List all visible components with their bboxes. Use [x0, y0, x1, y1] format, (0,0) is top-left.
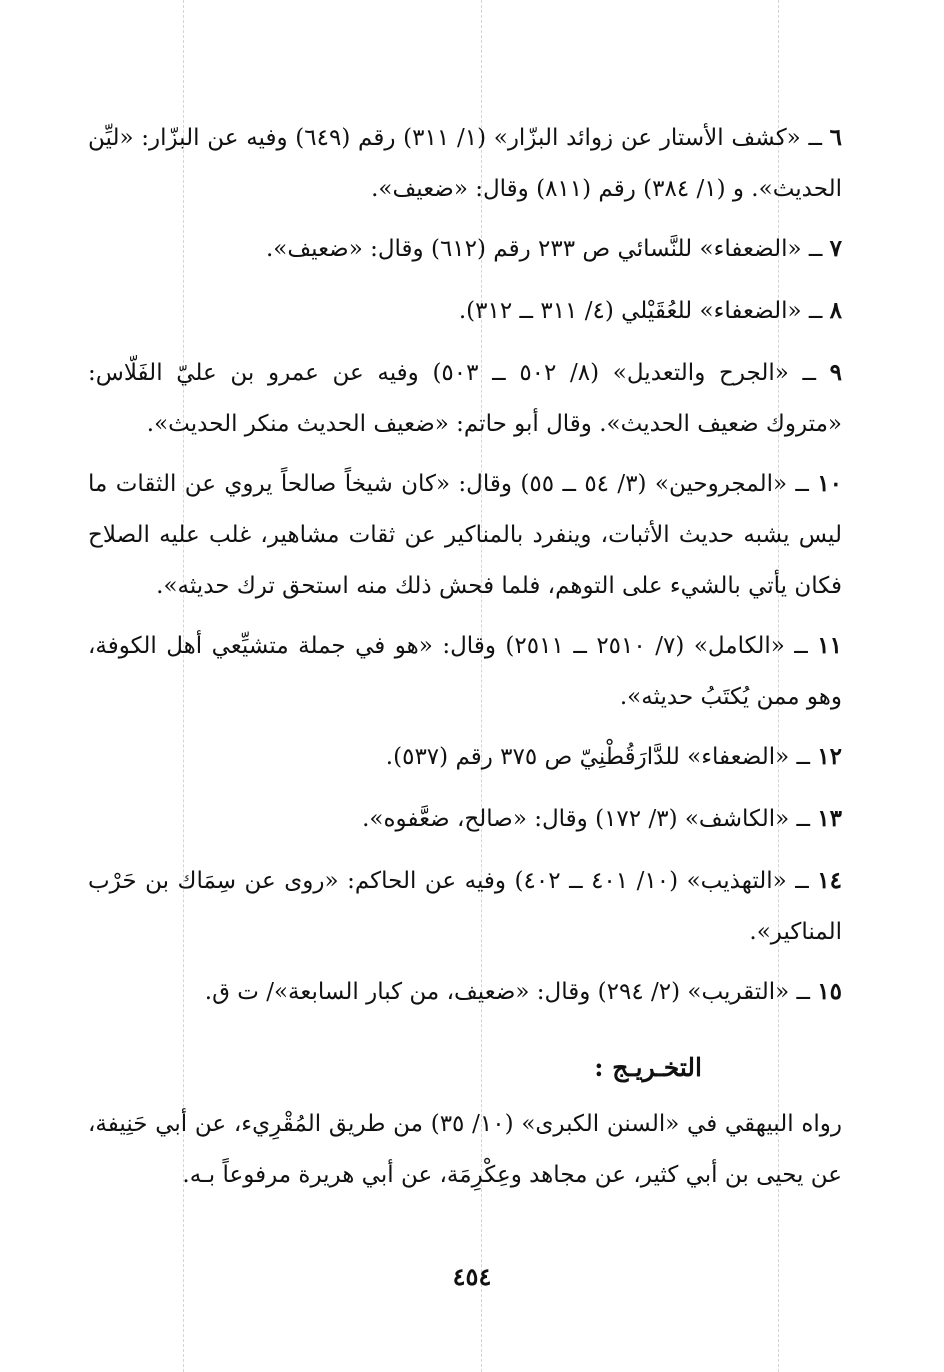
footnote-text: ــ «الكاشف» (٣/ ١٧٢) وقال: «صالح، ضعَّفوه». — [362, 806, 818, 832]
footnote-10 — [88, 458, 842, 612]
footnote-number: ١٥ — [817, 978, 842, 1005]
footnote-number: ٦ — [829, 124, 843, 151]
footnote-text: ــ «كشف الأستار عن زوائد البزّار» (١/ ٣١١) رقم (٦٤٩) وفيه عن البزّار: «ليِّن الحديث». و (١/ ٣٨٤) رقم (٨١١) وقال: «ضعيف». — [88, 125, 842, 202]
footnote-number: ٩ — [829, 359, 843, 386]
footnote-number: ١٤ — [817, 867, 842, 894]
footnote-12 — [88, 731, 842, 783]
footnote-text: ــ «التهذيب» (١٠/ ٤٠١ ــ ٤٠٢) وفيه عن الحاكم: «روى عن سِمَاك بن حَرْب المناكير». — [88, 868, 842, 945]
footnote-text: ــ «الضعفاء» للنَّسائي ص ٢٣٣ رقم (٦١٢) وقال: «ضعيف». — [265, 236, 830, 262]
page-number: ٤٥٤ — [452, 1262, 492, 1291]
takhrij-paragraph: رواه البيهقي في «السنن الكبرى» (١٠/ ٣٥) من طريق المُقْرِيء، عن أبي حَنِيفة، عن يحيى بن أبي كثير، عن مجاهد وعِكْرِمَة، عن أبي هريرة مرفوعاً بـه. — [88, 1111, 842, 1188]
footnote-text: ــ «الكامل» (٧/ ٢٥١٠ ــ ٢٥١١) وقال: «هو في جملة متشيِّعي أهل الكوفة، وهو ممن يُكتَبُ حديثه». — [88, 633, 842, 710]
footnote-9 — [88, 347, 842, 450]
footnote-text: ــ «الضعفاء» للدَّارَقُطْنِيّ ص ٣٧٥ رقم (٥٣٧). — [385, 744, 818, 770]
footnote-number: ٧ — [829, 235, 842, 262]
footnote-text: ــ «التقريب» (٢/ ٢٩٤) وقال: «ضعيف، من كبار السابعة»/ ت ق. — [204, 979, 818, 1005]
footnote-14 — [88, 855, 842, 958]
footnote-number: ١١ — [817, 632, 842, 659]
footnote-number: ١٠ — [817, 470, 843, 497]
footnote-8 — [88, 285, 842, 337]
footnote-text: ــ «المجروحين» (٣/ ٥٤ ــ ٥٥) وقال: «كان شيخاً صالحاً يروي عن الثقات ما ليس يشبه حديث الأثبات، وينفرد بالمناكير عن ثقات مشاهير، غلب عليه الصلاح فكان يأتي بالشيء على التوهم، فلما فحش ذلك منه استحق ترك حديثه». — [88, 471, 842, 599]
footnote-number: ١٣ — [817, 805, 842, 832]
footnote-15 — [88, 966, 842, 1018]
footnote-6 — [88, 112, 842, 215]
footnote-number: ٨ — [829, 297, 842, 324]
footnote-text: ــ «الضعفاء» للعُقَيْلي (٤/ ٣١١ ــ ٣١٢). — [458, 298, 830, 324]
footnote-7 — [88, 223, 842, 275]
footnote-13 — [88, 793, 842, 845]
takhrij-heading: التخـريـج : — [594, 1053, 702, 1082]
footnote-11 — [88, 620, 842, 723]
footnote-text: ــ «الجرح والتعديل» (٨/ ٥٠٢ ــ ٥٠٣) وفيه عن عمرو بن عليّ الفَلّاس: «متروك ضعيف الحديث». وقال أبو حاتم: «ضعيف الحديث منكر الحديث». — [88, 360, 842, 437]
footnote-number: ١٢ — [817, 743, 842, 770]
page-content — [88, 112, 842, 1201]
